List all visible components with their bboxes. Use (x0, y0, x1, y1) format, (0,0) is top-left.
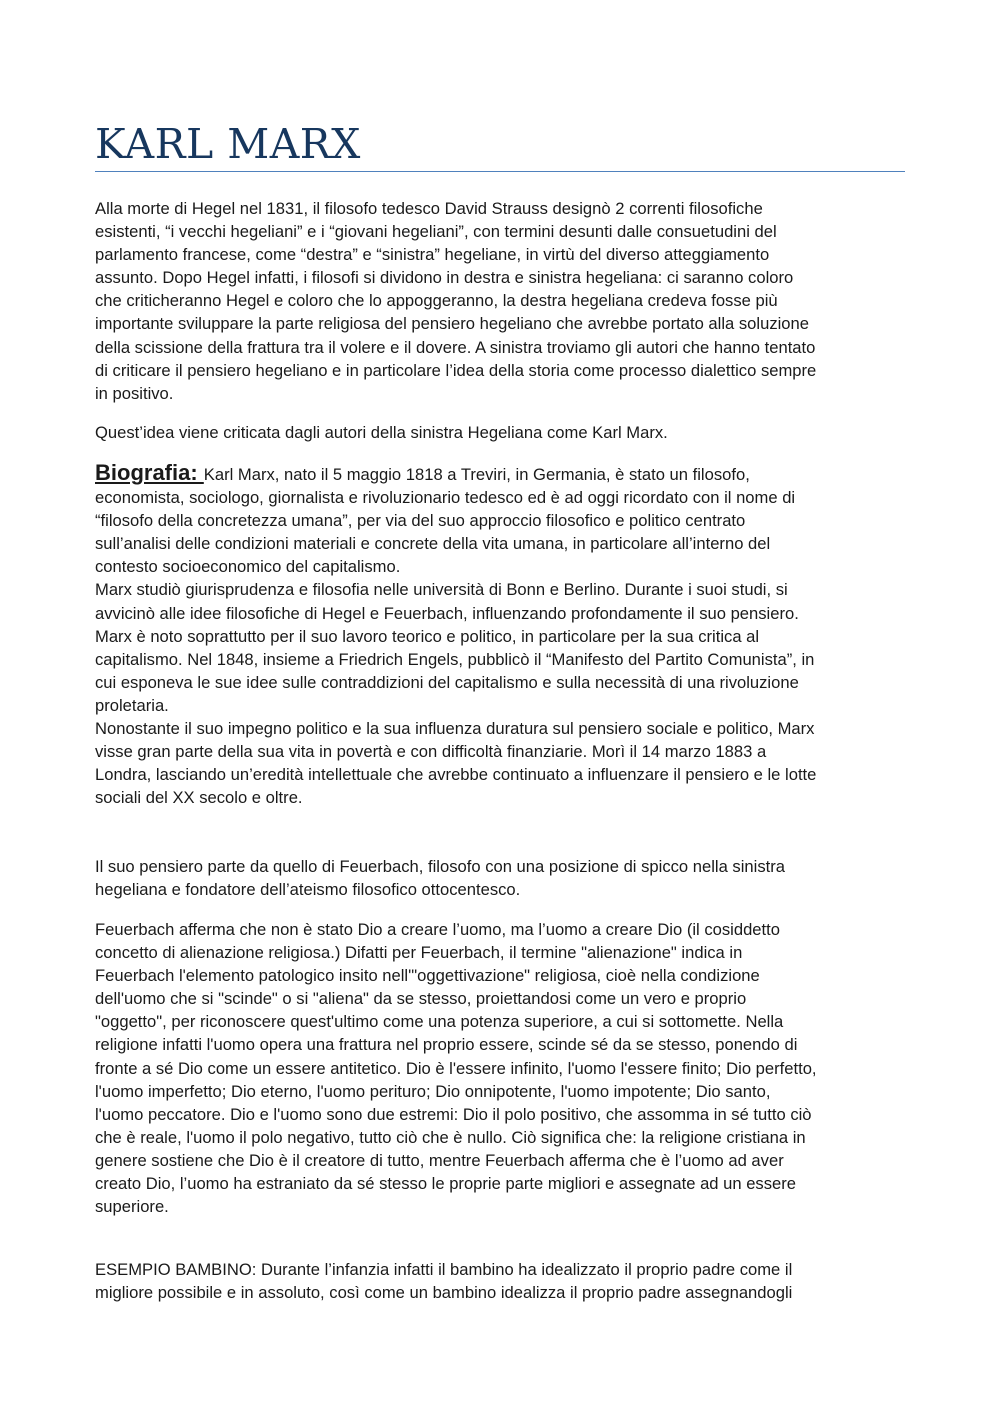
intro-paragraph: Alla morte di Hegel nel 1831, il filosofo tedesco David Strauss designò 2 correnti filosofiche esistenti, “i vecchi hegeliani” e i “giovani hegeliani”, con termini desunti dalle consuetudini del parlamento francese, come “destra” e “sinistra” hegeliane, in virtù del diverso atteggiamento assunto. Dopo Hegel infatti, i filosofi si dividono in destra e sinistra hegeliana: ci saranno coloro che criticheranno Hegel e coloro che lo appoggeranno, la destra hegeliana credeva fosse più importante sviluppare la parte religiosa del pensiero hegeliano che avrebbe portato alla soluzione della scissione della frattura tra il volere e il dovere. A sinistra troviamo gli autori che hanno tentato di criticare il pensiero hegeliano e in particolare l’idea della storia come processo dialettico sempre in positivo. (95, 199, 817, 403)
child-example-paragraph: ESEMPIO BAMBINO: Durante l’infanzia infatti il bambino ha idealizzato il proprio padre come il migliore possibile e in assoluto, così come un bambino idealizza il proprio padre assegnandogli (95, 1260, 793, 1303)
biography-text: Karl Marx, nato il 5 maggio 1818 a Treviri, in Germania, è stato un filosofo, economista, sociologo, giornalista e rivoluzionario tedesco ed è ad oggi ricordato con il nome di “filosofo della concretezza umana”, per via del suo approccio filosofico e politico centrato sull’analisi delle condizioni materiali e concrete della vita umana, in particolare all’interno del contesto socioeconomico del capitalismo. Marx studiò giurisprudenza e filosofia nelle università di Bonn e Berlino. Durante i suoi studi, si avvicinò alle idee filosofiche di Hegel e Feuerbach, influenzando profondamente il suo pensiero. Marx è noto soprattutto per il suo lavoro teorico e politico, in particolare per la sua critica al capitalismo. Nel 1848, insieme a Friedrich Engels, pubblicò il “Manifesto del Partito Comunista”, in cui esponeva le sue idee sulle contraddizioni del capitalismo e sulla necessità di una rivoluzione proletaria. Nonostante il suo impegno politico e la sua influenza duratura sul pensiero sociale e politico, Marx visse gran parte della sua vita in povertà e con difficoltà finanziarie. Morì il 14 marzo 1883 a Londra, lasciando un’eredità intellettuale che avrebbe continuato a influenzare il pensiero e le lotte sociali del XX secolo e oltre. (95, 465, 817, 808)
title-underline-divider (95, 171, 905, 172)
alienation-paragraph: Feuerbach afferma che non è stato Dio a creare l’uomo, ma l’uomo a creare Dio (il cosiddetto concetto di alienazione religiosa.) Difatti per Feuerbach, il termine "alienazione" indica in Feuerbach l'elemento patologico insito nell'"oggettivazione" religiosa, cioè nella condizione dell'uomo che si "scinde" o si "aliena" da se stesso, proiettandosi come un vero e proprio "oggetto", per riconoscere quest'ultimo come una potenza superiore, a cui si sottomette. Nella religione infatti l'uomo opera una frattura nel proprio essere, scinde sé da se stesso, ponendo di fronte a sé Dio come un essere antitetico. Dio è l'essere infinito, l'uomo l'essere finito; Dio perfetto, l'uomo imperfetto; Dio eterno, l'uomo perituro; Dio onnipotente, l'uomo impotente; Dio santo, l'uomo peccatore. Dio e l'uomo sono due estremi: Dio il polo positivo, che assomma in sé tutto ciò che è reale, l'uomo il polo negativo, tutto ciò che è nullo. Ciò significa che: la religione cristiana in genere sostiene che Dio è il creatore di tutto, mentre Feuerbach afferma che è l’uomo ad aver creato Dio, l’uomo ha estraniato da sé stesso le proprie parte migliori e assegnate ad un essere superiore. (95, 920, 817, 1217)
page-title: KARL MARX (95, 120, 361, 168)
idea-criticized-paragraph: Quest’idea viene criticata dagli autori della sinistra Hegeliana come Karl Marx. (95, 423, 668, 442)
biography-paragraph (95, 461, 907, 809)
feuerbach-intro-paragraph: Il suo pensiero parte da quello di Feuerbach, filosofo con una posizione di spicco nella sinistra hegeliana e fondatore dell’ateismo filosofico ottocentesco. (95, 857, 785, 900)
biography-heading: Biografia: (95, 460, 204, 485)
